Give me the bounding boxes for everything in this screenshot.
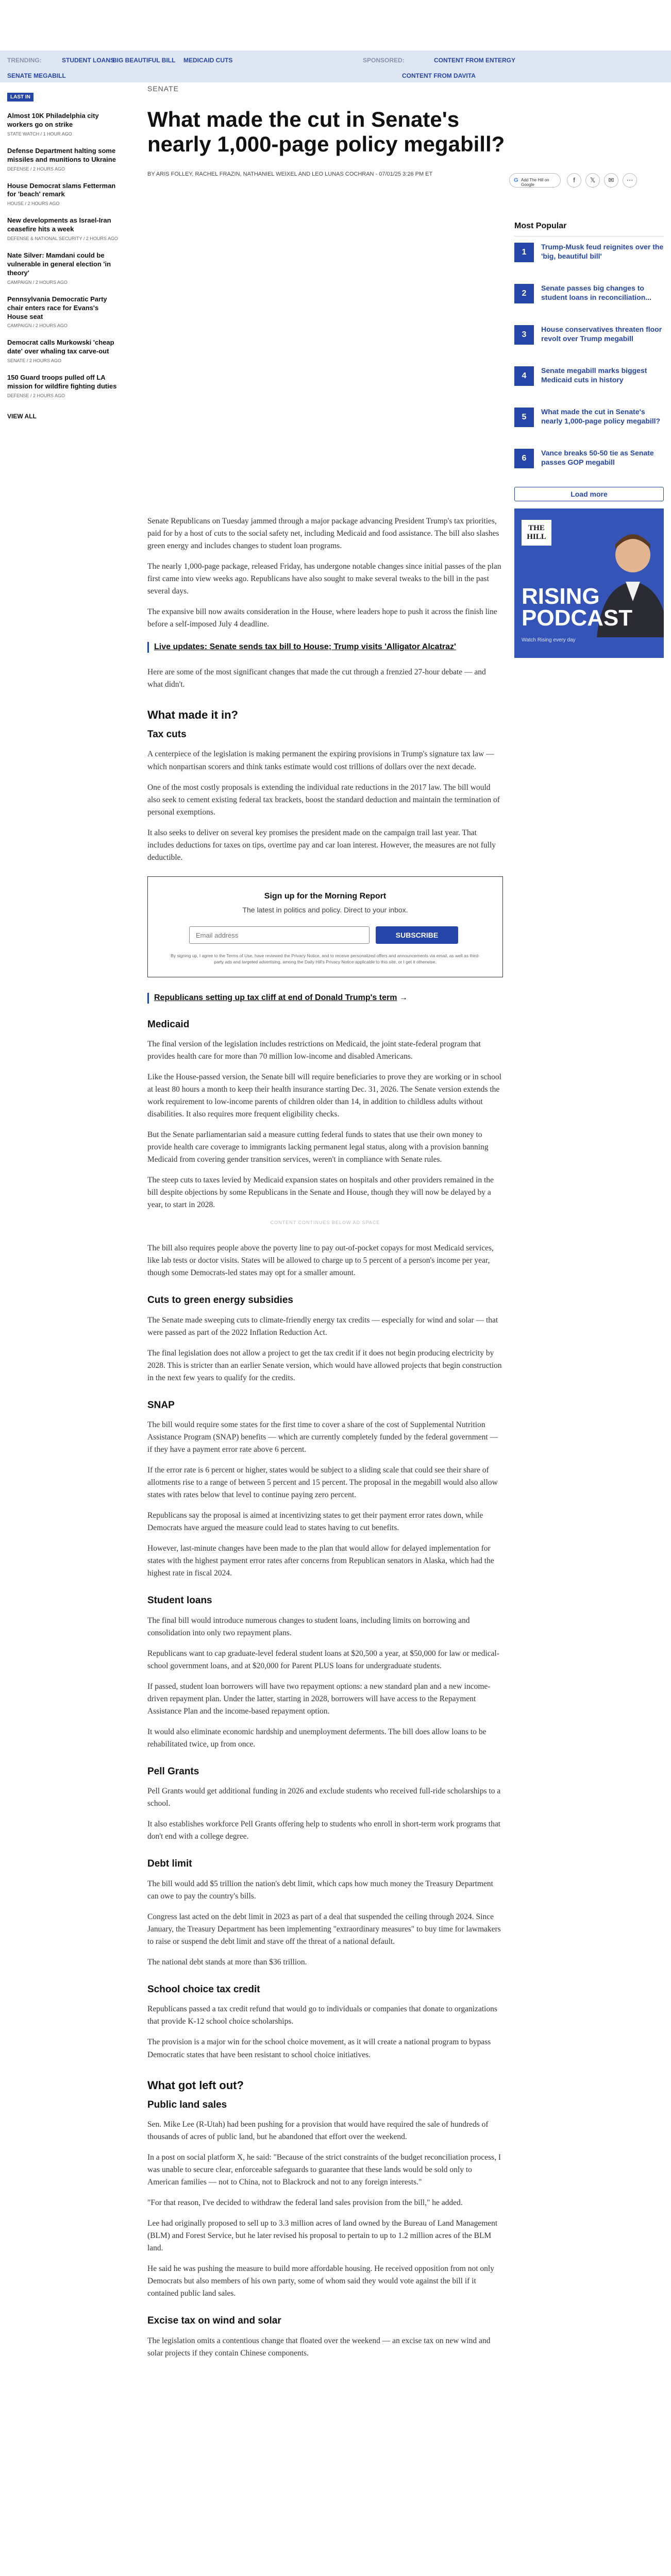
paragraph: Senate Republicans on Tuesday jammed through a major package advancing President Trump's tax priorities, paid for by a host of cuts to the social safety net, including Medicaid and food assistance. The bill also slashes green energy and includes changes to student loan programs. (147, 517, 499, 551)
paragraph: The final bill would introduce numerous changes to student loans, including limits on borrowing and consolidation into only two repayment plans. (147, 1616, 470, 1637)
sidebar-story-title[interactable]: 150 Guard troops pulled off LA mission for wildfire fighting duties (7, 374, 117, 391)
sidebar-story-title[interactable]: New developments as Israel-Iran ceasefire hits a week (7, 216, 111, 233)
sidebar-story-meta: CAMPAIGN / 2 HOURS AGO (7, 323, 68, 329)
sponsored-link[interactable]: CONTENT FROM ENTERGY (434, 57, 515, 64)
paragraph: However, last-minute changes have been made to the plan that would allow for delayed implementation for states with the highest payment error rates after concerns from Republican senators in Alaska, which had the highest rate in fiscal 2024. (147, 1544, 494, 1578)
facebook-icon[interactable]: f (567, 173, 581, 188)
sidebar-story-title[interactable]: Almost 10K Philadelphia city workers go on strike (7, 112, 99, 128)
sidebar-story-meta: CAMPAIGN / 2 HOURS AGO (7, 279, 68, 285)
paragraph: Here are some of the most significant changes that made the cut through a frenzied 27-hour debate — and what didn't. (147, 667, 486, 689)
hero-image (147, 216, 503, 505)
related-link-text[interactable]: Republicans setting up tax cliff at end of Donald Trump's term (154, 993, 397, 1002)
sidebar-story[interactable] (7, 251, 121, 285)
sidebar-story[interactable] (7, 338, 121, 363)
google-follow-label: Add The Hill on Google (521, 178, 549, 187)
paragraph: If passed, student loan borrowers will have two repayment options: a new standard plan and a new income-driven repayment plan. Under the latter, starting in 2028, borrowers will have access to the Repayment Assistance Plan and the income-based repayment option. (147, 1682, 491, 1716)
paragraph: The final version of the legislation includes restrictions on Medicaid, the joint state-federal program that provides health care for more than 70 million low-income and disabled Americans. (147, 1040, 481, 1061)
paragraph: The expansive bill now awaits consideration in the House, where leaders hope to push it across the finish line before a self-imposed July 4 deadline. (147, 607, 497, 629)
popular-item-title[interactable]: Vance breaks 50-50 tie as Senate passes GOP megabill (541, 449, 654, 466)
sidebar-story-title[interactable]: Pennsylvania Democratic Party chair enters race for Evans's House seat (7, 295, 107, 320)
paragraph: It would also eliminate economic hardship and unemployment deferments. The bill does allow loans to be rehabilitated twice, up from once. (147, 1727, 487, 1749)
sidebar-story-title[interactable]: Nate Silver: Mamdani could be vulnerable in general election 'in theory' (7, 251, 111, 277)
share-bar (509, 170, 664, 191)
section-heading: What got left out? (147, 2078, 244, 2092)
paragraph: One of the most costly proposals is extending the individual rate reductions in the 2017 law. The bill would also seek to cement existing federal tax brackets, boost the standard deduction and maintain the termination of personal exemptions. (147, 783, 500, 817)
sidebar-story-meta: SENATE / 2 HOURS AGO (7, 358, 61, 364)
paragraph: Pell Grants would get additional funding in 2026 and exclude students who received full-ride scholarships to a school. (147, 1787, 501, 1808)
trending-link[interactable]: BIG BEAUTIFUL BILL (112, 57, 176, 64)
paragraph: The Senate made sweeping cuts to climate-friendly energy tax credits — especially for wind and solar — that were passed as part of the 2022 Inflation Reduction Act. (147, 1315, 498, 1337)
paragraph: Republicans passed a tax credit refund that would go to individuals or companies that donate to organizations that provide K-12 school choice scholarships. (147, 2005, 497, 2026)
paragraph: He said he was pushing the measure to build more affordable housing. He received opposition from not only Democrats but also members of his own party, some of whom said they would vote against the bill if it contained public land sales. (147, 2264, 494, 2298)
the-hill-logo: THE HILL (522, 520, 551, 546)
paragraph: But the Senate parliamentarian said a measure cutting federal funds to states that use their own money to provide health care coverage to immigrants lacking permanent legal status, along with a provision banning Medicaid from covering gender transition services, weren't in compliance with Senate rules. (147, 1130, 489, 1164)
paragraph: The nearly 1,000-page package, released Friday, has undergone notable changes since initial passes of the plan first came into view weeks ago. Republicans have also sought to make several tweaks to the bill in the past several days. (147, 562, 501, 596)
paragraph: Sen. Mike Lee (R-Utah) had been pushing for a provision that would have required the sale of hundreds of thousands of acres of public land, but he abandoned that effort over the weekend. (147, 2120, 489, 2142)
paragraph: The provision is a major win for the school choice movement, as it will create a national program to bypass Democratic states that have been resistant to school choice initiatives. (147, 2038, 491, 2059)
paragraph: Republicans say the proposal is aimed at incentivizing states to get their payment error rates down, while Democrats have argued the measure could lead to states having to cut benefits. (147, 1511, 483, 1533)
sponsored-link[interactable]: CONTENT FROM DAVITA (402, 72, 476, 79)
page-title: What made the cut in Senate's nearly 1,000-page policy megabill? (147, 107, 505, 157)
paragraph: Republicans want to cap graduate-level federal student loans at $20,500 a year, at $50,000 for law or medical-school government loans, and at $20,000 for Parent PLUS loans for undergraduate students. (147, 1649, 499, 1670)
paragraph: It also establishes workforce Pell Grants offering help to students who enroll in short-term work programs that don't end with a college degree. (147, 1820, 501, 1841)
paragraph: A centerpiece of the legislation is making permanent the expiring provisions in Trump's signature tax law — which nonpartisan scorers and think tanks estimate would cost trillions of dollars over the next decade. (147, 750, 494, 771)
popular-item[interactable] (514, 325, 664, 360)
paragraph: The national debt stands at more than $36 trillion. (147, 1958, 307, 1967)
paragraph: The legislation omits a contentious change that floated over the weekend — an excise tax on new wind and solar projects if they contain Chinese components. (147, 2336, 491, 2358)
sponsored-label: SPONSORED: (363, 57, 405, 64)
sidebar-story-meta: HOUSE / 2 HOURS AGO (7, 201, 60, 207)
sidebar-story[interactable] (7, 147, 121, 172)
popular-item-title[interactable]: House conservatives threaten floor revolt over Trump megabill (541, 325, 662, 343)
most-popular-title: Most Popular (514, 222, 664, 236)
sidebar-story-title[interactable]: Defense Department halting some missiles and munitions to Ukraine (7, 146, 116, 163)
sidebar-story[interactable] (7, 182, 121, 207)
rising-podcast-promo[interactable] (514, 509, 664, 658)
newsletter-subtitle: The latest in politics and policy. Direct to your inbox. (242, 906, 408, 914)
subsection-heading: Tax cuts (147, 729, 187, 740)
paragraph: In a post on social platform X, he said: "Because of the strict constraints of the budget reconciliation process, I was unable to secure clear, enforceable safeguards to guarantee that these lands would be sold only to American families — not to China, not to Blackrock and not to any foreign interests." (147, 2153, 501, 2187)
newsletter-title: Sign up for the Morning Report (264, 891, 387, 901)
section-heading: What made it in? (147, 708, 238, 721)
latest-tag: LAST IN (7, 93, 33, 101)
trending-bar (0, 50, 671, 82)
load-more-button[interactable]: Load more (514, 487, 664, 501)
subsection-heading: Pell Grants (147, 1766, 199, 1777)
subsection-heading: Public land sales (147, 2099, 227, 2110)
google-icon: G (514, 177, 518, 183)
x-icon[interactable]: 𝕏 (585, 173, 600, 188)
paragraph: It also seeks to deliver on several key promises the president made on the campaign trail last year. That includes deductions for taxes on tips, overtime pay and car loan interest. However, the measures are not fully deductible. (147, 828, 496, 862)
paragraph: The bill would add $5 trillion the nation's debt limit, which caps how much money the Treasury Department can owe to pay the country's bills. (147, 1879, 493, 1901)
paragraph: The steep cuts to taxes levied by Medicaid expansion states on hospitals and other providers remained in the bill despite objections by some Republicans in the Senate and House, though they will now be delayed by a year, to start in 2028. (147, 1176, 494, 1210)
podcast-title (522, 586, 632, 629)
podcast-title-line: RISING (522, 584, 600, 609)
paragraph: The bill also requires people above the poverty line to pay out-of-pocket copays for most Medicaid services, like lab tests or doctor visits. States will be allowed to charge up to 5 percent of a person's income per year, though some Democrats-led states may opt for a smaller amount. (147, 1244, 494, 1278)
paragraph: The final legislation does not allow a project to get the tax credit if it does not begin producing electricity by 2028. This is stricter than an earlier Senate version, which would have allowed projects that begin construction in the next few years to qualify for the credits. (147, 1348, 502, 1382)
related-link-text[interactable]: Live updates: Senate sends tax bill to House; Trump visits 'Alligator Alcatraz' (154, 642, 456, 652)
sidebar-story[interactable] (7, 112, 121, 137)
subsection-heading: SNAP (147, 1399, 175, 1411)
popular-item-title[interactable]: Senate megabill marks biggest Medicaid cuts in history (541, 366, 647, 384)
popular-item[interactable] (514, 366, 664, 401)
popular-item[interactable] (514, 284, 664, 319)
subsection-heading: Debt limit (147, 1858, 192, 1870)
paragraph: Lee had originally proposed to sell up to 3.3 million acres of land owned by the Bureau of Land Management (BLM) and Forest Service, but he later revised his proposal to pertain to up to 1.2 million acres of the BLM land. (147, 2219, 498, 2253)
sidebar-story[interactable] (7, 295, 121, 329)
popular-item-title[interactable]: What made the cut in Senate's nearly 1,000-page policy megabill? (541, 408, 661, 425)
podcast-subtitle: Watch Rising every day (522, 637, 576, 643)
subscribe-button[interactable]: SUBSCRIBE (376, 926, 458, 944)
byline: BY ARIS FOLLEY, RACHEL FRAZIN, NATHANIEL WEIXEL AND LEO LUNAS COCHRAN - 07/01/25 3:26 PM ET (147, 171, 433, 177)
sidebar-story-meta: DEFENSE / 2 HOURS AGO (7, 393, 65, 399)
sidebar-story-meta: DEFENSE & NATIONAL SECURITY / 2 HOURS AGO (7, 236, 118, 242)
trending-label: TRENDING: (7, 57, 42, 64)
subsection-heading: Excise tax on wind and solar (147, 2315, 281, 2327)
sidebar-story-title[interactable]: House Democrat slams Fetterman for 'beach' remark (7, 181, 116, 198)
paragraph: Congress last acted on the debt limit in 2023 as part of a deal that suspended the ceiling through 2024. Since January, the Treasury Department has been implementing "extraordinary measures" to buy time for lawmakers to raise or suspend the debt limit and stave off the threat of a national default. (147, 1912, 501, 1946)
related-link[interactable] (147, 642, 503, 653)
sidebar-story-meta: DEFENSE / 2 HOURS AGO (7, 166, 65, 172)
arrow-icon: → (399, 993, 408, 1002)
popular-rank: 4 (514, 366, 534, 386)
section-kicker[interactable]: SENATE (147, 84, 179, 93)
related-link[interactable] (147, 993, 503, 1004)
more-share-icon[interactable]: ⋯ (623, 173, 637, 188)
ad-label: CONTENT CONTINUES BELOW AD SPACE (270, 1220, 380, 1226)
sidebar-story[interactable] (7, 374, 121, 398)
popular-item[interactable] (514, 449, 664, 484)
popular-rank: 6 (514, 449, 534, 468)
popular-rank: 5 (514, 408, 534, 427)
google-follow-button[interactable] (509, 173, 561, 188)
view-all-link[interactable]: VIEW ALL (7, 413, 37, 420)
email-field[interactable] (189, 926, 370, 944)
paragraph: The bill would require some states for the first time to cover a share of the cost of Supplemental Nutrition Assistance Program (SNAP) benefits — which are currently completely funded by the federal government — if they have a payment error rate above 6 percent. (147, 1420, 498, 1454)
sidebar-story-meta: STATE WATCH / 1 HOUR AGO (7, 131, 72, 137)
trending-link[interactable]: STUDENT LOANS (62, 57, 114, 64)
most-popular (514, 222, 664, 658)
popular-item[interactable] (514, 408, 664, 443)
subsection-heading: Medicaid (147, 1019, 190, 1030)
paragraph: Like the House-passed version, the Senate bill will require beneficiaries to prove they are working or in school at least 80 hours a month to keep their health insurance starting Dec. 31, 2026. The Senate version extends the work requirement to low-income parents of children older than 14, in addition to childless adults without disabilities. It also requires more frequent eligibility checks. (147, 1073, 501, 1119)
trending-link[interactable]: MEDICAID CUTS (183, 57, 233, 64)
newsletter-legal: By signing up, I agree to the Terms of Use, have reviewed the Privacy Notice, and to receive personalized offers and announcements via email, as well as third-party ads and targeted advertising, among the Daily Hill's Privacy Notice applicable to this site, or I get it otherwise. (171, 953, 480, 964)
sidebar-story-title[interactable]: Democrat calls Murkowski 'cheap date' over whaling tax carve-out (7, 338, 114, 355)
popular-rank: 1 (514, 243, 534, 262)
newsletter-signup (147, 876, 503, 977)
popular-rank: 3 (514, 325, 534, 345)
popular-item-title[interactable]: Trump-Musk feud reignites over the 'big, beautiful bill' (541, 243, 664, 260)
latest-sidebar (7, 92, 121, 420)
subsection-heading: School choice tax credit (147, 1984, 260, 1995)
newsletter-form (169, 926, 482, 945)
subsection-heading: Student loans (147, 1595, 212, 1606)
email-icon[interactable]: ✉ (604, 173, 618, 188)
popular-item[interactable] (514, 243, 664, 278)
paragraph: If the error rate is 6 percent or higher, states would be subject to a sliding scale that could see their share of allotments rise to a range of between 5 percent and 15 percent. The proposal in the megabill would also allow states with rates below that level to continue paying zero percent. (147, 1466, 498, 1500)
podcast-title-line: PODCAST (522, 605, 633, 631)
sidebar-story[interactable] (7, 216, 121, 241)
popular-item-title[interactable]: Senate passes big changes to student loans in reconciliation... (541, 284, 651, 301)
subsection-heading: Cuts to green energy subsidies (147, 1295, 293, 1306)
popular-rank: 2 (514, 284, 534, 303)
article-body (147, 515, 503, 2368)
paragraph: "For that reason, I've decided to withdraw the federal land sales provision from the bill," he added. (147, 2198, 463, 2208)
trending-link[interactable]: SENATE MEGABILL (7, 72, 66, 79)
